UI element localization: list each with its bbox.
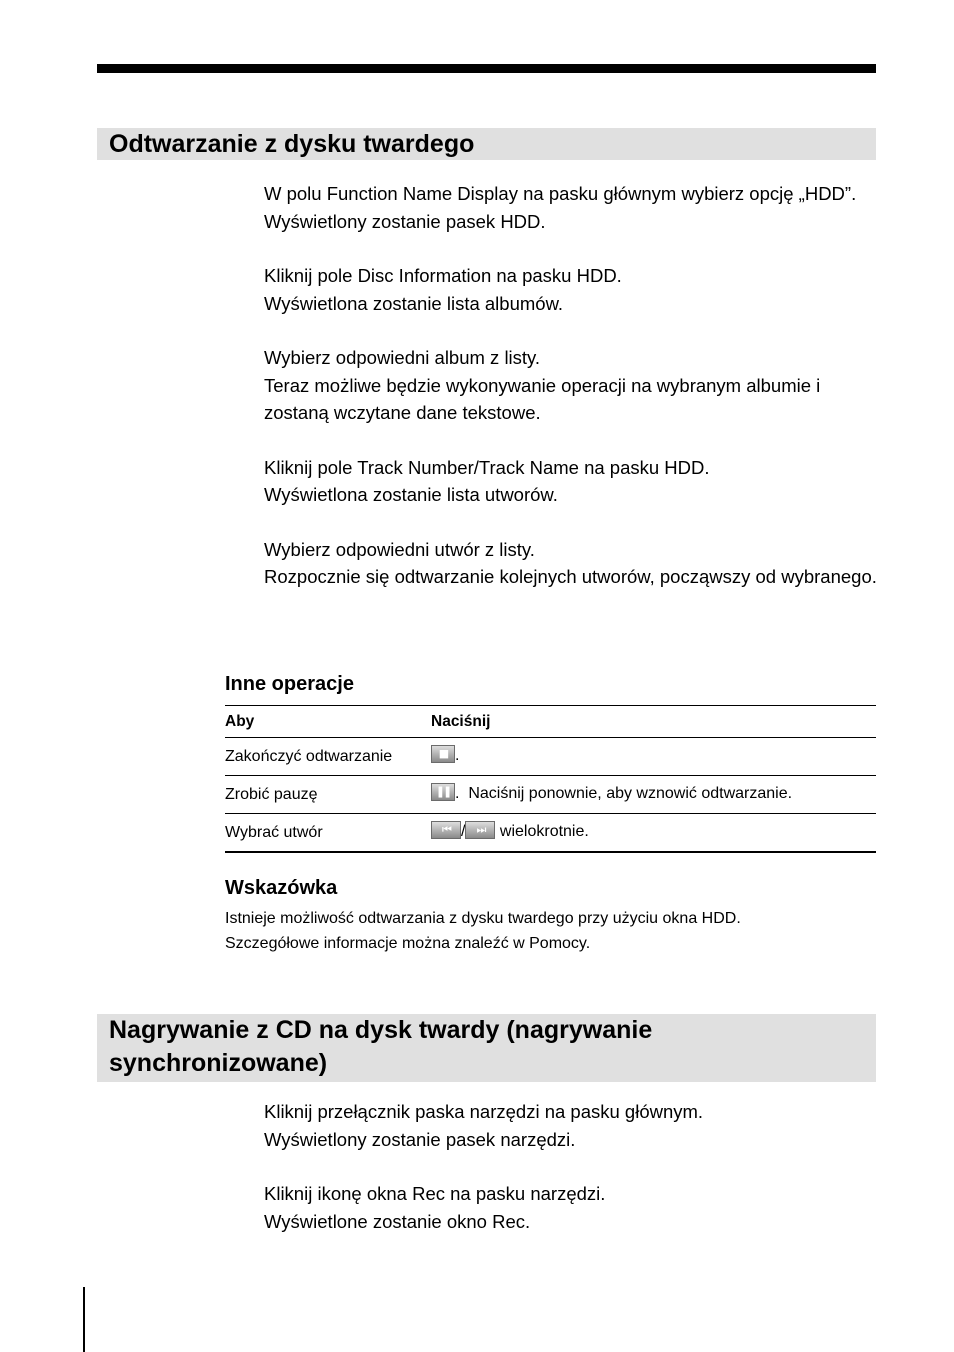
top-rule [97,64,876,73]
cell-aby: Wybrać utwór [225,823,323,841]
other-operations-table [225,705,876,853]
section-title-playback [97,128,876,160]
column-header-nacisnij: Naciśnij [431,712,491,730]
pause-icon: ❚❚ [431,783,455,801]
cell-nacisnij [431,738,876,776]
section-title-text: Odtwarzanie z dysku twardego [109,130,475,158]
playback-steps [264,180,884,618]
step [264,180,884,235]
step-action: Kliknij pole Disc Information na pasku HDD. [264,265,622,286]
tip-body [225,906,741,956]
table-row [225,814,876,853]
cell-nacisnij [431,814,876,853]
table-header-row [225,706,876,738]
step-result: Wyświetlony zostanie pasek narzędzi. [264,1128,576,1150]
step-action: Kliknij pole Track Number/Track Name na pasku HDD. [264,456,710,478]
step-result: Teraz możliwe będzie wykonywanie operacji na wybranym albumie i zostaną wczytane dane tekstowe. [264,374,821,423]
tip-line: Istnieje możliwość odtwarzania z dysku twardego przy użyciu okna HDD. [225,910,741,927]
step-result: Wyświetlona zostanie lista utworów. [264,484,558,505]
step [264,454,884,509]
step [264,536,884,591]
recording-steps [264,1098,884,1262]
step [264,344,884,427]
next-track-icon: ⏭ [465,821,495,839]
step-action: W polu Function Name Display na pasku głównym wybierz opcję „HDD”. [264,183,857,204]
margin-rule [83,1287,85,1352]
stop-icon: ■ [431,745,455,763]
cell-text: . [455,747,460,765]
section-title-recording [97,1014,876,1082]
step-action: Wybierz odpowiedni utwór z listy. [264,538,535,560]
step-result: Wyświetlona zostanie lista albumów. [264,292,564,314]
tip-heading: Wskazówka [225,877,338,899]
step-action: Kliknij przełącznik paska narzędzi na pasku głównym. [264,1101,704,1122]
step [264,1098,884,1153]
section-title-text: Nagrywanie z CD na dysk twardy (nagrywanie [109,1016,653,1044]
table-row [225,776,876,814]
other-operations-heading: Inne operacje [225,673,354,695]
step-result: Wyświetlony zostanie pasek HDD. [264,210,546,232]
tip-line: Szczegółowe informacje można znaleźć w Pomocy. [225,935,591,952]
icon-separator: / [461,823,466,841]
column-header-aby: Aby [225,712,255,730]
cell-nacisnij [431,776,876,814]
cell-aby: Zakończyć odtwarzanie [225,747,393,765]
cell-text: wielokrotnie. [495,823,589,841]
step [264,1180,884,1235]
step [264,262,884,317]
step-action: Wybierz odpowiedni album z listy. [264,347,541,368]
step-action: Kliknij ikonę okna Rec na pasku narzędzi. [264,1183,606,1204]
cell-text: . Naciśnij ponownie, aby wznowić odtwarzanie. [455,785,793,803]
step-result: Wyświetlone zostanie okno Rec. [264,1210,531,1232]
step-result: Rozpocznie się odtwarzanie kolejnych utworów, począwszy od wybranego. [264,566,877,587]
cell-aby: Zrobić pauzę [225,785,318,803]
previous-track-icon: ⏮ [431,821,461,839]
section-title-text: synchronizowane) [109,1048,328,1077]
table-row [225,738,876,776]
